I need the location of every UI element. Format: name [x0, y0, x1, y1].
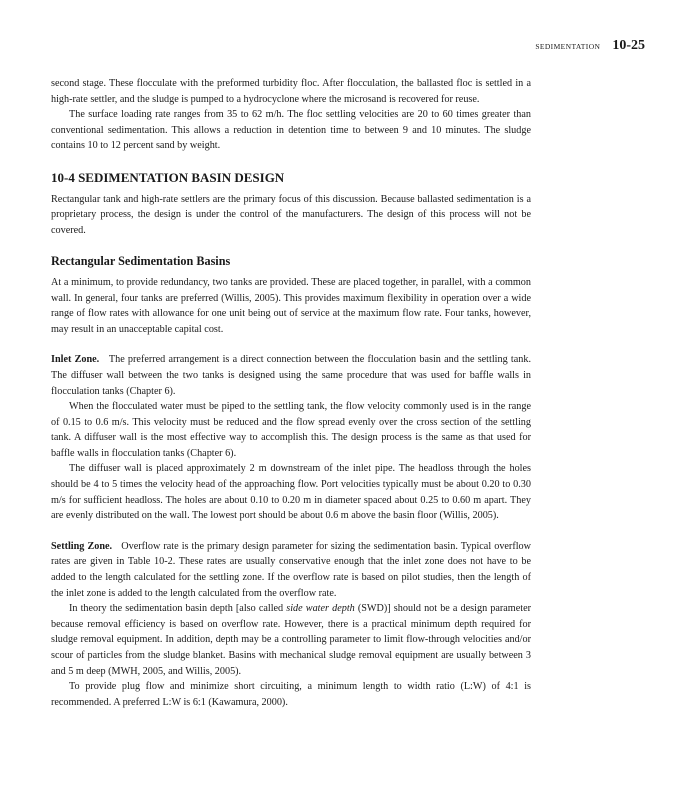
paragraph: The surface loading rate ranges from 35 to 62 m/h. The floc settling velocities are 20 to 60 times greater than conventional sedimentation. This allows a reduction in detention time to between 9 and 10 minutes. The sludge contains 10 to 12 percent sand by weight.: [51, 109, 531, 152]
paragraph: Rectangular tank and high-rate settlers are the primary focus of this discussion. Because ballasted sedimentation is a proprietary process, the design is under the control of the manufacturers. The design of this process will not be covered.: [51, 193, 531, 236]
paragraph-text: The preferred arrangement is a direct connection between the flocculation basin and the settling tank. The diffuser wall between the two tanks is designed using the same procedure that was used for baffle walls in flocculation tanks (Chapter 6).: [51, 354, 531, 397]
subsection-heading: Rectangular Sedimentation Basins: [51, 254, 231, 269]
paragraph: At a minimum, to provide redundancy, two tanks are provided. These are placed together, in parallel, with a common wall. In general, four tanks are preferred (Willis, 2005). This provides maximum flexibility in operation over a wide range of flow rates with allowance for one unit being out of service at the maximum flow rate. Four tanks, however, may result in an unacceptable capital cost.: [51, 276, 531, 335]
paragraph: When the flocculated water must be piped to the settling tank, the flow velocity commonly used is in the range of 0.15 to 0.6 m/s. This velocity must be reduced and the flow spread evenly over the cross section of the settling tank. A diffuser wall is the most effective way to accomplish this. The design process is the same as that used for baffle walls in flocculation tanks (Chapter 6).: [51, 401, 531, 459]
page-number: 10-25: [612, 38, 645, 53]
paragraph: [51, 601, 531, 679]
running-head-section: SEDIMENTATION: [535, 42, 601, 51]
paragraph: The diffuser wall is placed approximately 2 m downstream of the inlet pipe. The headloss through the holes should be 4 to 5 times the velocity head of the approaching flow. Port velocities typically must be about 0.20 to 0.30 m/s for sufficient headloss. The holes are about 0.10 to 0.20 m in diameter spaced about 0.25 to 0.60 m apart. They are evenly distributed on the wall. The lowest port should be about 0.6 m above the basin floor (Willis, 2005).: [51, 463, 531, 522]
body-text: [51, 76, 531, 710]
run-in-heading-inlet: Inlet Zone.: [51, 354, 100, 366]
run-in-heading-settling: Settling Zone.: [51, 540, 113, 552]
paragraph: [51, 352, 531, 399]
running-head: [535, 38, 645, 54]
paragraph-text: In theory the sedimentation basin depth [also called: [69, 603, 287, 615]
paragraph-text: (SWD)] should not be a design parameter because removal efficiency is based on overflow rate. However, there is a practical minimum depth required for sludge removal equipment. In addition, depth may be a controlling parameter to limit flow-through velocities and/or scour of particles from the sludge blanket. Basins with mechanical sludge removal equipment are usually between 3 and 5 m deep (MWH, 2005, and Willis, 2005).: [51, 603, 531, 677]
paragraph-text: Overflow rate is the primary design parameter for sizing the sedimentation basin. Typical overflow rates are given in Table 10-2. These rates are usually conservative enough that the inlet zone does not have to be added to the length calculated for the settling zone. If the overflow rate is based on pilot studies, then the length of the inlet zone is added to the length calculated from the overflow rate.: [51, 540, 531, 599]
section-heading: 10-4 SEDIMENTATION BASIN DESIGN: [51, 169, 285, 185]
paragraph: [51, 539, 531, 601]
paragraph: second stage. These flocculate with the preformed turbidity floc. After flocculation, the ballasted floc is settled in a high-rate settler, and the sludge is pumped to a hydrocyclone where the microsand is recovered for reuse.: [51, 78, 531, 105]
paragraph: To provide plug flow and minimize short circuiting, a minimum length to width ratio (L:W) of 4:1 is recommended. A preferred L:W is 6:1 (Kawamura, 2000).: [51, 681, 531, 708]
italic-term: side water depth: [286, 603, 355, 615]
